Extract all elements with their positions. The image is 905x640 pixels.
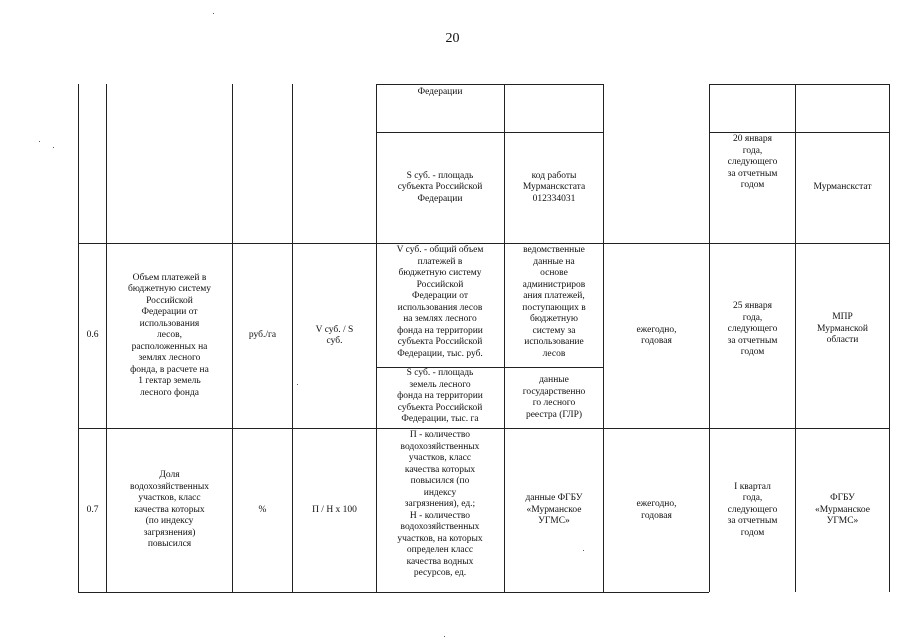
cell-periodicity: ежегодно, годовая [636, 499, 677, 521]
cell-indicator-name: Объем платежей в бюджетную систему Российской Федерации от использования лесов, расположенных на землях лесного фонда, в расчете на 1 гектар земель лесного фонда [127, 272, 212, 398]
cell-formula: V суб. / S суб. [315, 324, 354, 346]
cell-deadline: 25 января года, следующего за отчетным годом [727, 301, 778, 358]
cell-base-indicators: П - количество водохозяйственных участков, класс качества которых повысился (по индексу загрязнения), ед.; Н - количество водохозяйственных участков, на которых определен класс качества водных ресурсов, ед. [397, 430, 483, 578]
scan-speck [39, 141, 40, 142]
cell-deadline: I квартал года, следующего за отчетным годом [727, 481, 778, 538]
cell-deadline: 20 января года, следующего за отчетным годом [727, 134, 778, 190]
cell-unit: % [258, 504, 267, 515]
cell-source-glr: данные государственно го лесного реестра (ГЛР) [522, 375, 586, 420]
cell-source-code: код работы Мурманскстата 012334031 [522, 170, 586, 204]
row-divider [376, 84, 604, 85]
cell-base-indicator-v: V суб. - общий объем платежей в бюджетную систему Российской Федерации от использования лесов на землях лесного фонда на территории субъекта Российской Федерации, тыс. руб. [396, 245, 484, 359]
cell-unit: руб./га [248, 330, 277, 341]
page-number: 20 [445, 31, 460, 46]
cell-indicator-area: S суб. - площадь субъекта Российской Федерации [397, 170, 483, 204]
row-divider [709, 84, 890, 85]
scan-speck [444, 636, 445, 637]
scan-speck [53, 147, 54, 148]
cell-indicator-name: Доля водохозяйственных участков, класс качества которых (по индексу загрязнения) повысился [130, 470, 209, 550]
cell-periodicity: ежегодно, годовая [636, 324, 677, 346]
cell-responsible: ФГБУ «Мурманское УГМС» [815, 493, 870, 527]
table-border-bottom [78, 592, 709, 593]
cell-base-indicator-s: S суб. - площадь земель лесного фонда на территории субъекта Российской Федерации, тыс. га [397, 368, 483, 424]
cell-indicator-top: Федерации [417, 87, 463, 97]
cell-responsible: Мурманскстат [813, 182, 872, 193]
scan-speck [583, 550, 584, 551]
cell-responsible: МПР Мурманской области [817, 312, 868, 345]
table-border-right [889, 84, 890, 592]
cell-row-number: 0.7 [86, 504, 99, 515]
cell-formula: П / Н x 100 [312, 504, 357, 515]
scan-speck [297, 384, 298, 385]
scan-speck [213, 13, 214, 14]
cell-source-admin: ведомственные данные на основе администриров ания платежей, поступающих в бюджетную систему за использование лесов [522, 245, 586, 359]
cell-source: данные ФГБУ «Мурманское УГМС» [525, 493, 583, 527]
cell-row-number: 0.6 [86, 330, 99, 341]
